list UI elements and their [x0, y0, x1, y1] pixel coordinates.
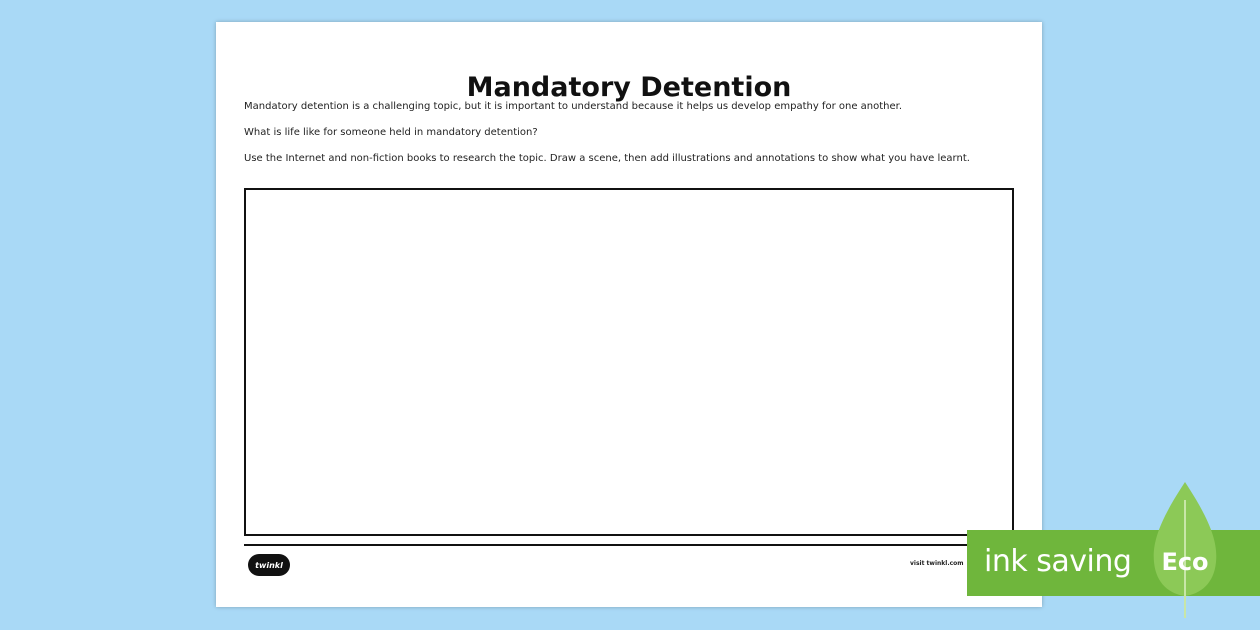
twinkl-logo [248, 554, 290, 576]
intro-paragraph: Mandatory detention is a challenging topic, but it is important to understand because it helps us develop empathy for one another. [244, 101, 903, 112]
visit-link-text: visit twinkl.com [910, 560, 964, 567]
worksheet-title: Mandatory Detention [466, 72, 792, 103]
eco-leaf-icon [1150, 480, 1220, 620]
question-paragraph: What is life like for someone held in mandatory detention? [244, 127, 538, 138]
ink-saving-label: ink saving [984, 544, 1132, 579]
drawing-area [244, 188, 1014, 536]
instructions-paragraph: Use the Internet and non-fiction books to research the topic. Draw a scene, then add illustrations and annotations to show what you have learnt. [244, 153, 970, 164]
worksheet-page [216, 22, 1042, 607]
eco-text: Eco [1161, 548, 1209, 576]
footer-divider [244, 544, 1014, 546]
logo-text: twinkl [255, 560, 283, 570]
